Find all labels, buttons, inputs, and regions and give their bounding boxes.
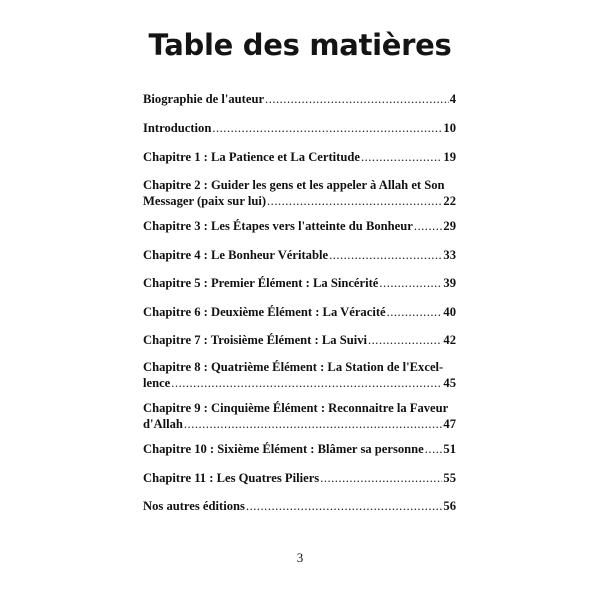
dot-leader <box>267 193 442 209</box>
toc-entry-label: Chapitre 7 : Troisième Élément : La Suivi <box>143 333 367 347</box>
page-number: 3 <box>296 550 304 565</box>
toc-entry-chapter-9 <box>143 400 456 432</box>
toc-entry-chapter-11 <box>143 470 456 486</box>
toc-entry-page: 40 <box>443 305 456 319</box>
toc-entry-page: 22 <box>443 194 456 208</box>
toc-entry-label: Chapitre 3 : Les Étapes vers l'atteinte du Bonheur <box>143 219 413 233</box>
toc-entry-chapter-7 <box>143 332 456 348</box>
dot-leader <box>379 275 442 291</box>
toc-entry-introduction <box>143 120 456 136</box>
toc-entry-label: Introduction <box>143 121 212 135</box>
toc-entry-page: 4 <box>449 92 456 106</box>
toc-entry-label: Chapitre 4 : Le Bonheur Véritable <box>143 248 329 262</box>
dot-leader <box>361 149 442 165</box>
toc-entry-page: 45 <box>443 376 456 390</box>
toc-entry-label-line1: Chapitre 2 : Guider les gens et les appeler à Allah et Son <box>143 178 445 192</box>
toc-entry-label: Nos autres éditions <box>143 499 245 513</box>
dot-leader <box>368 332 442 348</box>
toc-entry-page: 10 <box>443 121 456 135</box>
toc-entry-chapter-10 <box>143 441 456 457</box>
dot-leader <box>414 218 443 234</box>
toc-entry-chapter-6 <box>143 304 456 320</box>
dot-leader <box>425 441 443 457</box>
dot-leader <box>184 416 443 432</box>
dot-leader <box>320 470 442 486</box>
dot-leader <box>265 91 449 107</box>
dot-leader <box>387 304 443 320</box>
toc-entry-other-editions <box>143 498 456 514</box>
toc-entry-chapter-2 <box>143 177 456 209</box>
toc-entry-chapter-5 <box>143 275 456 291</box>
page-title: Table des matières <box>148 28 452 62</box>
toc-entry-label-line1: Chapitre 9 : Cinquième Élément : Reconnaitre la Faveur <box>143 401 449 415</box>
toc-entry-page: 47 <box>443 417 456 431</box>
toc-entry-label-line2: Messager (paix sur lui) <box>143 194 267 208</box>
toc-entry-page: 19 <box>443 150 456 164</box>
dot-leader <box>246 498 442 514</box>
toc-entry-page: 42 <box>443 333 456 347</box>
toc-entry-page: 29 <box>443 219 456 233</box>
toc-entry-chapter-4 <box>143 247 456 263</box>
toc-entry-chapter-1 <box>143 149 456 165</box>
toc-entry-page: 33 <box>443 248 456 262</box>
toc-entry-page: 56 <box>443 499 456 513</box>
toc-entry-chapter-8 <box>143 359 456 391</box>
toc-entry-biography <box>143 91 456 107</box>
toc-entry-page: 51 <box>443 442 456 456</box>
toc-entry-label: Chapitre 11 : Les Quatres Piliers <box>143 471 320 485</box>
toc-entry-label-line2: lence <box>143 376 171 390</box>
toc-entry-label: Biographie de l'auteur <box>143 92 265 106</box>
toc-entry-page: 55 <box>443 471 456 485</box>
toc-entry-page: 39 <box>443 276 456 290</box>
dot-leader <box>212 120 442 136</box>
toc-entry-label: Chapitre 10 : Sixième Élément : Blâmer sa personne <box>143 442 424 456</box>
toc-entry-label: Chapitre 1 : La Patience et La Certitude <box>143 150 360 164</box>
toc-entry-label-line1: Chapitre 8 : Quatrième Élément : La Station de l'Excel- <box>143 360 444 374</box>
dot-leader <box>171 375 442 391</box>
dot-leader <box>329 247 442 263</box>
toc-entry-label: Chapitre 5 : Premier Élément : La Sincérité <box>143 276 379 290</box>
toc-entry-chapter-3 <box>143 218 456 234</box>
toc-entry-label: Chapitre 6 : Deuxième Élément : La Véracité <box>143 305 386 319</box>
toc-entry-label-line2: d'Allah <box>143 417 183 431</box>
